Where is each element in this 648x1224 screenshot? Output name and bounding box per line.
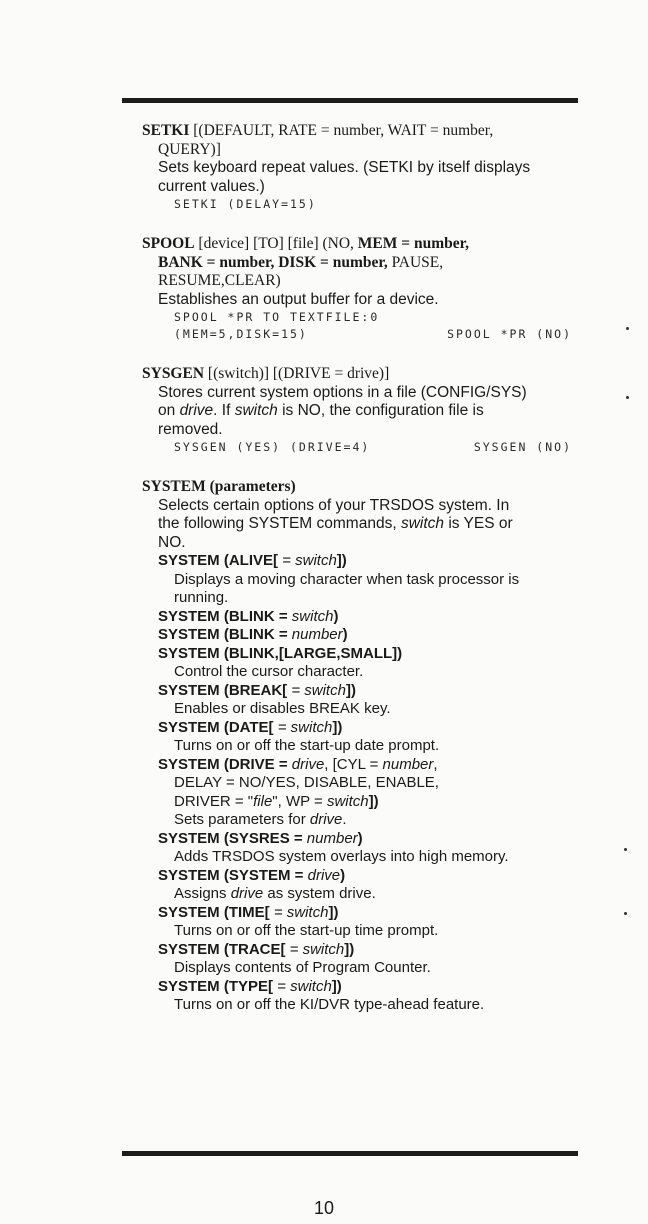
- system-description-cont2: NO.: [158, 533, 186, 551]
- system-description-cont: the following SYSTEM commands, switch is YES or: [158, 515, 513, 532]
- setki-example: SETKI (DELAY=15): [174, 197, 317, 211]
- command-reference: [142, 122, 572, 1037]
- system-description: Selects certain options of your TRSDOS system. In: [158, 496, 510, 514]
- bottom-rule: [122, 1151, 578, 1156]
- sysgen-description-cont: on drive. If switch is NO, the configuration file is: [158, 402, 484, 419]
- sysgen-entry: [142, 365, 572, 456]
- system-trace: SYSTEM (TRACE[ = switch]) Displays contents of Program Counter.: [158, 940, 431, 976]
- sysgen-description: Stores current system options in a file (CONFIG/SYS): [158, 383, 527, 401]
- spool-entry: [142, 235, 572, 343]
- spool-synopsis-cont: BANK = number, DISK = number, PAUSE,: [158, 253, 444, 271]
- system-synopsis: SYSTEM (parameters): [142, 478, 296, 495]
- sysgen-example-row: [142, 439, 572, 456]
- system-system-drive: SYSTEM (SYSTEM = drive) Assigns drive as system drive.: [158, 866, 376, 902]
- sysgen-description-cont2: removed.: [158, 420, 223, 438]
- spool-example-3: SPOOL *PR (NO): [447, 327, 572, 341]
- system-break: SYSTEM (BREAK[ = switch]) Enables or disables BREAK key.: [158, 681, 391, 717]
- system-date: SYSTEM (DATE[ = switch]) Turns on or off the start-up date prompt.: [158, 718, 440, 754]
- system-alive: SYSTEM (ALIVE[ = switch]) Displays a moving character when task processor is running.: [158, 552, 520, 606]
- system-type: SYSTEM (TYPE[ = switch]) Turns on or off the KI/DVR type-ahead feature.: [158, 977, 485, 1013]
- scan-speck: [626, 396, 629, 399]
- system-blink-switch: SYSTEM (BLINK = switch): [158, 607, 339, 625]
- spool-synopsis: SPOOL [device] [TO] [file] (NO, MEM = number,: [142, 235, 469, 252]
- system-entry: [142, 478, 572, 1015]
- sysgen-example-2: SYSGEN (NO): [473, 440, 572, 454]
- page-number: 10: [313, 1198, 335, 1218]
- spool-description: Establishes an output buffer for a device.: [158, 290, 439, 308]
- setki-synopsis: SETKI [(DEFAULT, RATE = number, WAIT = number,: [142, 122, 494, 139]
- spool-example-2: (MEM=5,DISK=15): [174, 327, 308, 341]
- spool-example-1: SPOOL *PR TO TEXTFILE:0: [174, 310, 380, 324]
- setki-description-cont: current values.): [158, 177, 265, 195]
- spool-synopsis-cont2: RESUME,CLEAR): [158, 272, 281, 289]
- sysgen-synopsis: SYSGEN [(switch)] [(DRIVE = drive)]: [142, 365, 390, 382]
- system-drive: SYSTEM (DRIVE = drive, [CYL = number, DELAY = NO/YES, DISABLE, ENABLE, DRIVER = "file", WP = switch]) Sets parameters for drive.: [158, 755, 439, 828]
- system-blink-size: SYSTEM (BLINK,[LARGE,SMALL]) Control the cursor character.: [158, 644, 403, 680]
- scan-speck: [626, 327, 629, 330]
- setki-description: Sets keyboard repeat values. (SETKI by itself displays: [158, 159, 531, 176]
- sysgen-example-1: SYSGEN (YES) (DRIVE=4): [174, 440, 371, 454]
- system-sysres: SYSTEM (SYSRES = number) Adds TRSDOS system overlays into high memory.: [158, 829, 509, 865]
- scan-speck: [624, 848, 627, 851]
- scan-speck: [624, 912, 627, 915]
- top-rule: [122, 98, 578, 103]
- setki-synopsis-cont: QUERY)]: [158, 140, 221, 158]
- system-blink-number: SYSTEM (BLINK = number): [158, 626, 348, 643]
- system-time: SYSTEM (TIME[ = switch]) Turns on or off the start-up time prompt.: [158, 903, 439, 939]
- setki-entry: [142, 122, 572, 213]
- spool-example-row: [142, 326, 572, 343]
